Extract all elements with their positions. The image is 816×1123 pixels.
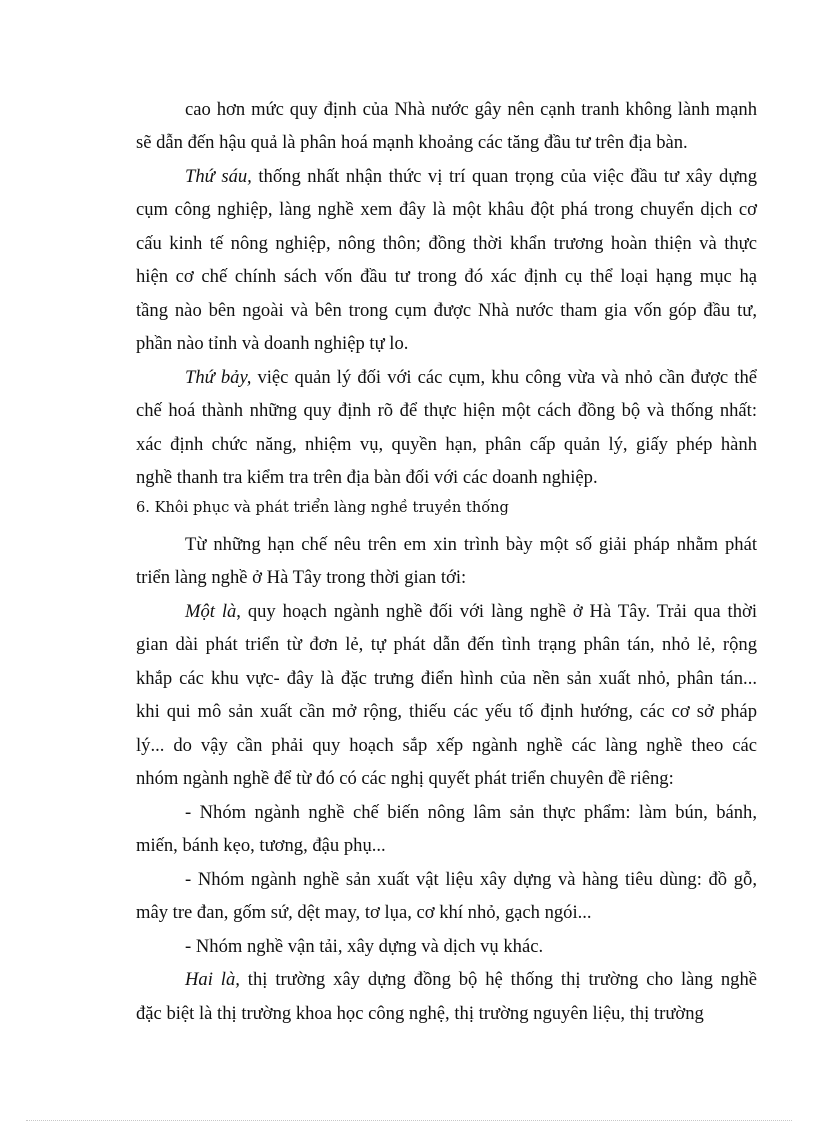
line-text: triển làng nghề ở Hà Tây trong thời gian tới: [136,567,467,588]
text-line [185,160,757,193]
bullet-line [185,796,757,829]
line-text: - Nhóm ngành nghề chế biến nông lâm sản thực phẩm: làm bún, bánh, [185,802,757,823]
paragraph-lead-italic: Thứ sáu, [185,166,252,187]
bullet-line [185,863,757,896]
text-line [185,963,757,996]
text-line [185,528,757,561]
line-text: phần nào tỉnh và doanh nghiệp tự lo. [136,333,409,354]
text-line [136,695,757,728]
line-text: cấu kinh tế nông nghiệp, nông thôn; đồng thời khẩn trương hoàn thiện và thực [136,233,757,254]
line-text: , quy hoạch ngành nghề đối với làng nghề ở Hà Tây. Trải qua thời [236,601,757,622]
line-text: khắp các khu vực- đây là đặc trưng điển hình của nền sản xuất nhỏ, phân tán... [136,668,757,689]
line-text: mây tre đan, gốm sứ, dệt may, tơ lụa, cơ khí nhỏ, gạch ngói... [136,902,592,923]
line-text: đặc biệt là thị trường khoa học công nghệ, thị trường nguyên liệu, thị trường [136,1003,704,1024]
line-text: chế hoá thành những quy định rõ để thực hiện một cách đồng bộ và thống nhất: [136,400,757,421]
line-text: cụm công nghiệp, làng nghề xem đây là một khâu đột phá trong chuyển dịch cơ [136,199,757,220]
line-text: lý... do vậy cần phải quy hoạch sắp xếp ngành nghề các làng nghề theo các [136,735,757,756]
page-bottom-dotted-rule [26,1120,792,1121]
line-text: sẽ dẫn đến hậu quả là phân hoá mạnh khoảng các tăng đầu tư trên địa bàn. [136,132,688,153]
text-line [136,997,757,1030]
text-line [136,662,757,695]
line-text: hiện cơ chế chính sách vốn đầu tư trong đó xác định cụ thể loại hạng mục hạ [136,266,757,287]
paragraph-lead-italic: Hai là, [185,969,240,990]
line-text: tầng nào bên ngoài và bên trong cụm được Nhà nước tham gia vốn góp đầu tư, [136,300,757,321]
line-text: miến, bánh kẹo, tương, đậu phụ... [136,835,386,856]
section-heading: 6. Khôi phục và phát triển làng nghề truyền thống [136,499,509,516]
line-text: xác định chức năng, nhiệm vụ, quyền hạn, phân cấp quản lý, giấy phép hành [136,434,757,455]
line-text: nhóm ngành nghề để từ đó có các nghị quyết phát triển chuyên đề riêng: [136,768,674,789]
text-line [136,227,757,260]
bullet-line [185,930,757,963]
text-line [136,561,757,594]
line-text: thống nhất nhận thức vị trí quan trọng của việc đầu tư xây dựng [251,166,758,187]
text-line [136,260,757,293]
text-line [185,595,757,628]
text-line [185,93,757,126]
text-line [136,294,757,327]
line-text: thị trường xây dựng đồng bộ hệ thống thị trường cho làng nghề [239,969,757,990]
text-line [136,762,757,795]
text-line [136,729,757,762]
text-line [136,461,757,494]
line-text: - Nhóm nghề vận tải, xây dựng và dịch vụ khác. [185,936,544,957]
line-text: nghề thanh tra kiểm tra trên địa bàn đối với các doanh nghiệp. [136,467,598,488]
text-line [136,628,757,661]
text-line [136,428,757,461]
paragraph-lead-italic: Một là [185,601,237,622]
text-line [185,361,757,394]
line-text: việc quản lý đối với các cụm, khu công vừa và nhỏ cần được thể [251,367,757,388]
text-line [136,394,757,427]
paragraph-lead-italic: Thứ bảy, [185,367,252,388]
text-line [136,896,757,929]
text-line [136,327,757,360]
line-text: Từ những hạn chế nêu trên em xin trình bày một số giải pháp nhằm phát [185,534,757,555]
text-line [136,829,757,862]
line-text: cao hơn mức quy định của Nhà nước gây nên cạnh tranh không lành mạnh [185,99,757,120]
line-text: khi qui mô sản xuất cần mở rộng, thiếu các yếu tố định hướng, các cơ sở pháp [136,701,757,722]
line-text: gian dài phát triển từ đơn lẻ, tự phát dẫn đến tình trạng phân tán, nhỏ lẻ, rộng [136,634,757,655]
line-text: - Nhóm ngành nghề sản xuất vật liệu xây dựng và hàng tiêu dùng: đồ gỗ, [185,869,757,890]
text-line [136,126,757,159]
text-line [136,193,757,226]
